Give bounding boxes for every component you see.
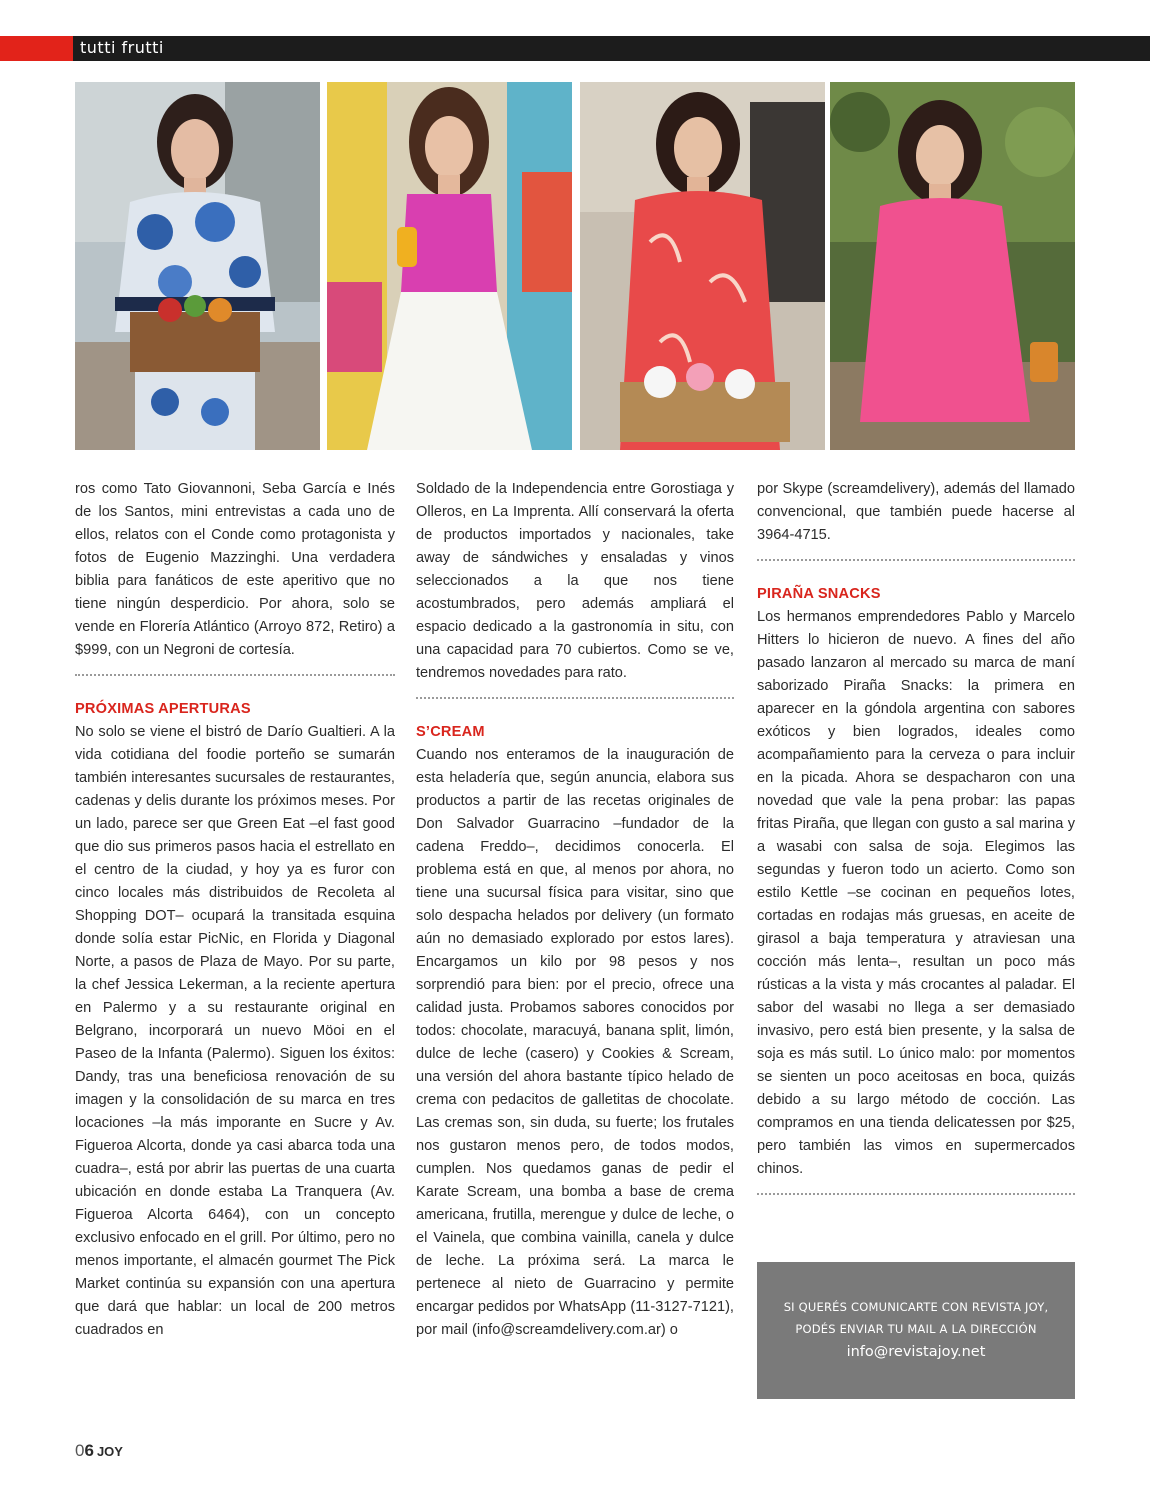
page-number-prefix: 0 bbox=[75, 1441, 85, 1460]
dotted-divider bbox=[757, 1193, 1075, 1195]
photo-woman-floral-top-vegetable-crate bbox=[75, 82, 320, 450]
article-paragraph: No solo se viene el bistró de Darío Gualtieri. A la vida cotidiana del foodie porteño se sumarán también interesantes sucursales de restaurantes, cadenas y delis durante los próximos meses. Por un lado, parece ser que Green Eat –el fast good que dio sus primeros pasos hacia el estrellato en el centro de la ciudad, y hoy ya es furor con cinco locales más distribuidos de Recoleta al Shopping DOT– ocupará la transitada esquina donde solía estar PicNic, en Florida y Diagonal Norte, a pasos de Plaza de Mayo. Por su parte, la chef Jessica Lekerman, a la reciente apertura en Palermo y a su restaurante original en Belgrano, incorporará un nuevo Möoi en el Paseo de la Infanta (Palermo). Siguen los éxitos: Dandy, tras una beneficiosa renovación de su imagen y la consolidación de su marca en tres locaciones –la más imporante en Sucre y Av. Figueroa Alcorta, donde ya casi abarca toda una cuadra–, está por abrir las puertas de una cuarta ubicación en donde estaba La Tranquera (Av. Figueroa Alcorta 6464), con un concepto exclusivo enfocado en el grill. Por último, pero no menos importante, el almacén gourmet The Pick Market continúa su expansión con una apertura que dará que hablar: un local de 200 metros cuadrados en bbox=[75, 724, 395, 1338]
dotted-divider bbox=[75, 674, 395, 676]
page-number: 6 bbox=[84, 1441, 94, 1460]
section-heading-pirana-snacks: PIRAÑA SNACKS bbox=[757, 586, 881, 602]
article-column-1 bbox=[75, 478, 395, 1342]
photo-woman-red-floral-dress-bicycle bbox=[580, 82, 825, 450]
photo-woman-pink-top-orange-juice bbox=[327, 82, 572, 450]
article-paragraph: ros como Tato Giovannoni, Seba García e Inés de los Santos, mini entrevistas a cada uno de ellos, relatos con el Conde como protagonista y fotos de Eugenio Mazzinghi. Una verdadera biblia para fanáticos de este aperitivo que no tiene ningún desperdicio. Por ahora, solo se vende en Florería Atlántico (Arroyo 872, Retiro) a $999, con un Negroni de cortesía. bbox=[75, 481, 395, 658]
magazine-name: JOY bbox=[96, 1444, 123, 1459]
article-paragraph: por Skype (screamdelivery), además del llamado convencional, que también puede hacerse al 3964-4715. bbox=[757, 481, 1075, 543]
article-paragraph: Los hermanos emprendedores Pablo y Marcelo Hitters lo hicieron de nuevo. A fines del año pasado lanzaron al mercado su marca de maní saborizado Piraña Snacks: la primera en aparecer en la góndola argentina con sabores exóticos y bien logrados, ideales como acompañamiento para la cerveza o para incluir en la picada. Ahora se despacharon con una novedad que vale la pena probar: las papas fritas Piraña, que llegan con gusto a sal marina y a wasabi con salsa de soja. Elegimos las segundas y fueron todo un acierto. Como son estilo Kettle –se cocinan en pequeños lotes, cortadas en rodajas más gruesas, en aceite de girasol a baja temperatura y atraviesan una cocción más lenta–, resultan un poco más rústicas a la vista y más crocantes al paladar. El sabor del wasabi no llega a ser demasiado invasivo, pero está bien presente, y la salsa de soja es más sutil. Lo único malo: por momentos se sienten un poco aceitosas en boca, quizás debido a su largo método de cocción. Las compramos en una tienda delicatessen por $25, pero también las vimos en supermercados chinos. bbox=[757, 609, 1075, 1177]
article-paragraph: Cuando nos enteramos de la inauguración de esta heladería que, según anuncia, elabora sus productos a partir de las recetas originales de Don Salvador Guarracino –fundador de la cadena Freddo–, decidimos conocerla. El problema está en que, al menos por ahora, no tiene una sucursal física para visitar, sino que solo despacha helados por delivery (un formato aún no demasiado explorado por estos lares). Encargamos un kilo por 98 pesos y nos sorprendió para bien: por el precio, ofrece una calidad justa. Probamos sabores conocidos por todos: chocolate, maracuyá, banana split, limón, dulce de leche (casero) y Cookies & Scream, una versión del ahora bastante típico helado de crema con pedacitos de galletitas de chocolate. Las cremas son, sin duda, su fuerte; los frutales nos gustaron menos pero, de todos modos, cumplen. Nos quedamos ganas de pedir el Karate Scream, una bomba a base de crema americana, frutilla, merengue y dulce de leche, o el Vainela, que combina vainilla, canela y dulce de leche. La próxima será. La marca le pertenece al nieto de Guarracino y permite encargar pedidos por WhatsApp (11-3127-7121), por mail (info@screamdelivery.com.ar) o bbox=[416, 747, 734, 1338]
page-folio bbox=[75, 1441, 123, 1461]
section-heading-proximas-aperturas: PRÓXIMAS APERTURAS bbox=[75, 701, 251, 717]
section-heading-scream: S’CREAM bbox=[416, 724, 485, 740]
contact-line: PODÉS ENVIAR TU MAIL A LA DIRECCIÓN bbox=[795, 1322, 1037, 1336]
photo-woman-pink-dress-garden bbox=[830, 82, 1075, 450]
header-bar bbox=[73, 36, 1150, 61]
article-column-3 bbox=[757, 478, 1075, 1217]
contact-line: SI QUERÉS COMUNICARTE CON REVISTA JOY, bbox=[783, 1300, 1049, 1314]
section-title: tutti frutti bbox=[80, 38, 164, 57]
article-column-2 bbox=[416, 478, 734, 1342]
dotted-divider bbox=[416, 697, 734, 699]
article-paragraph: Soldado de la Independencia entre Gorostiaga y Olleros, en La Imprenta. Allí conservará la oferta de productos importados y nacionales, take away de sándwiches y ensaladas y vinos seleccionados a la que nos tiene acostumbrados, pero además ampliará el espacio dedicado a la gastronomía in situ, con una capacidad para 70 cubiertos. Como se ve, tendremos novedades para rato. bbox=[416, 481, 734, 681]
dotted-divider bbox=[757, 559, 1075, 561]
photo-strip bbox=[75, 82, 1075, 450]
contact-box bbox=[757, 1262, 1075, 1399]
header-accent-bar bbox=[0, 36, 73, 61]
contact-email[interactable]: info@revistajoy.net bbox=[846, 1344, 986, 1360]
